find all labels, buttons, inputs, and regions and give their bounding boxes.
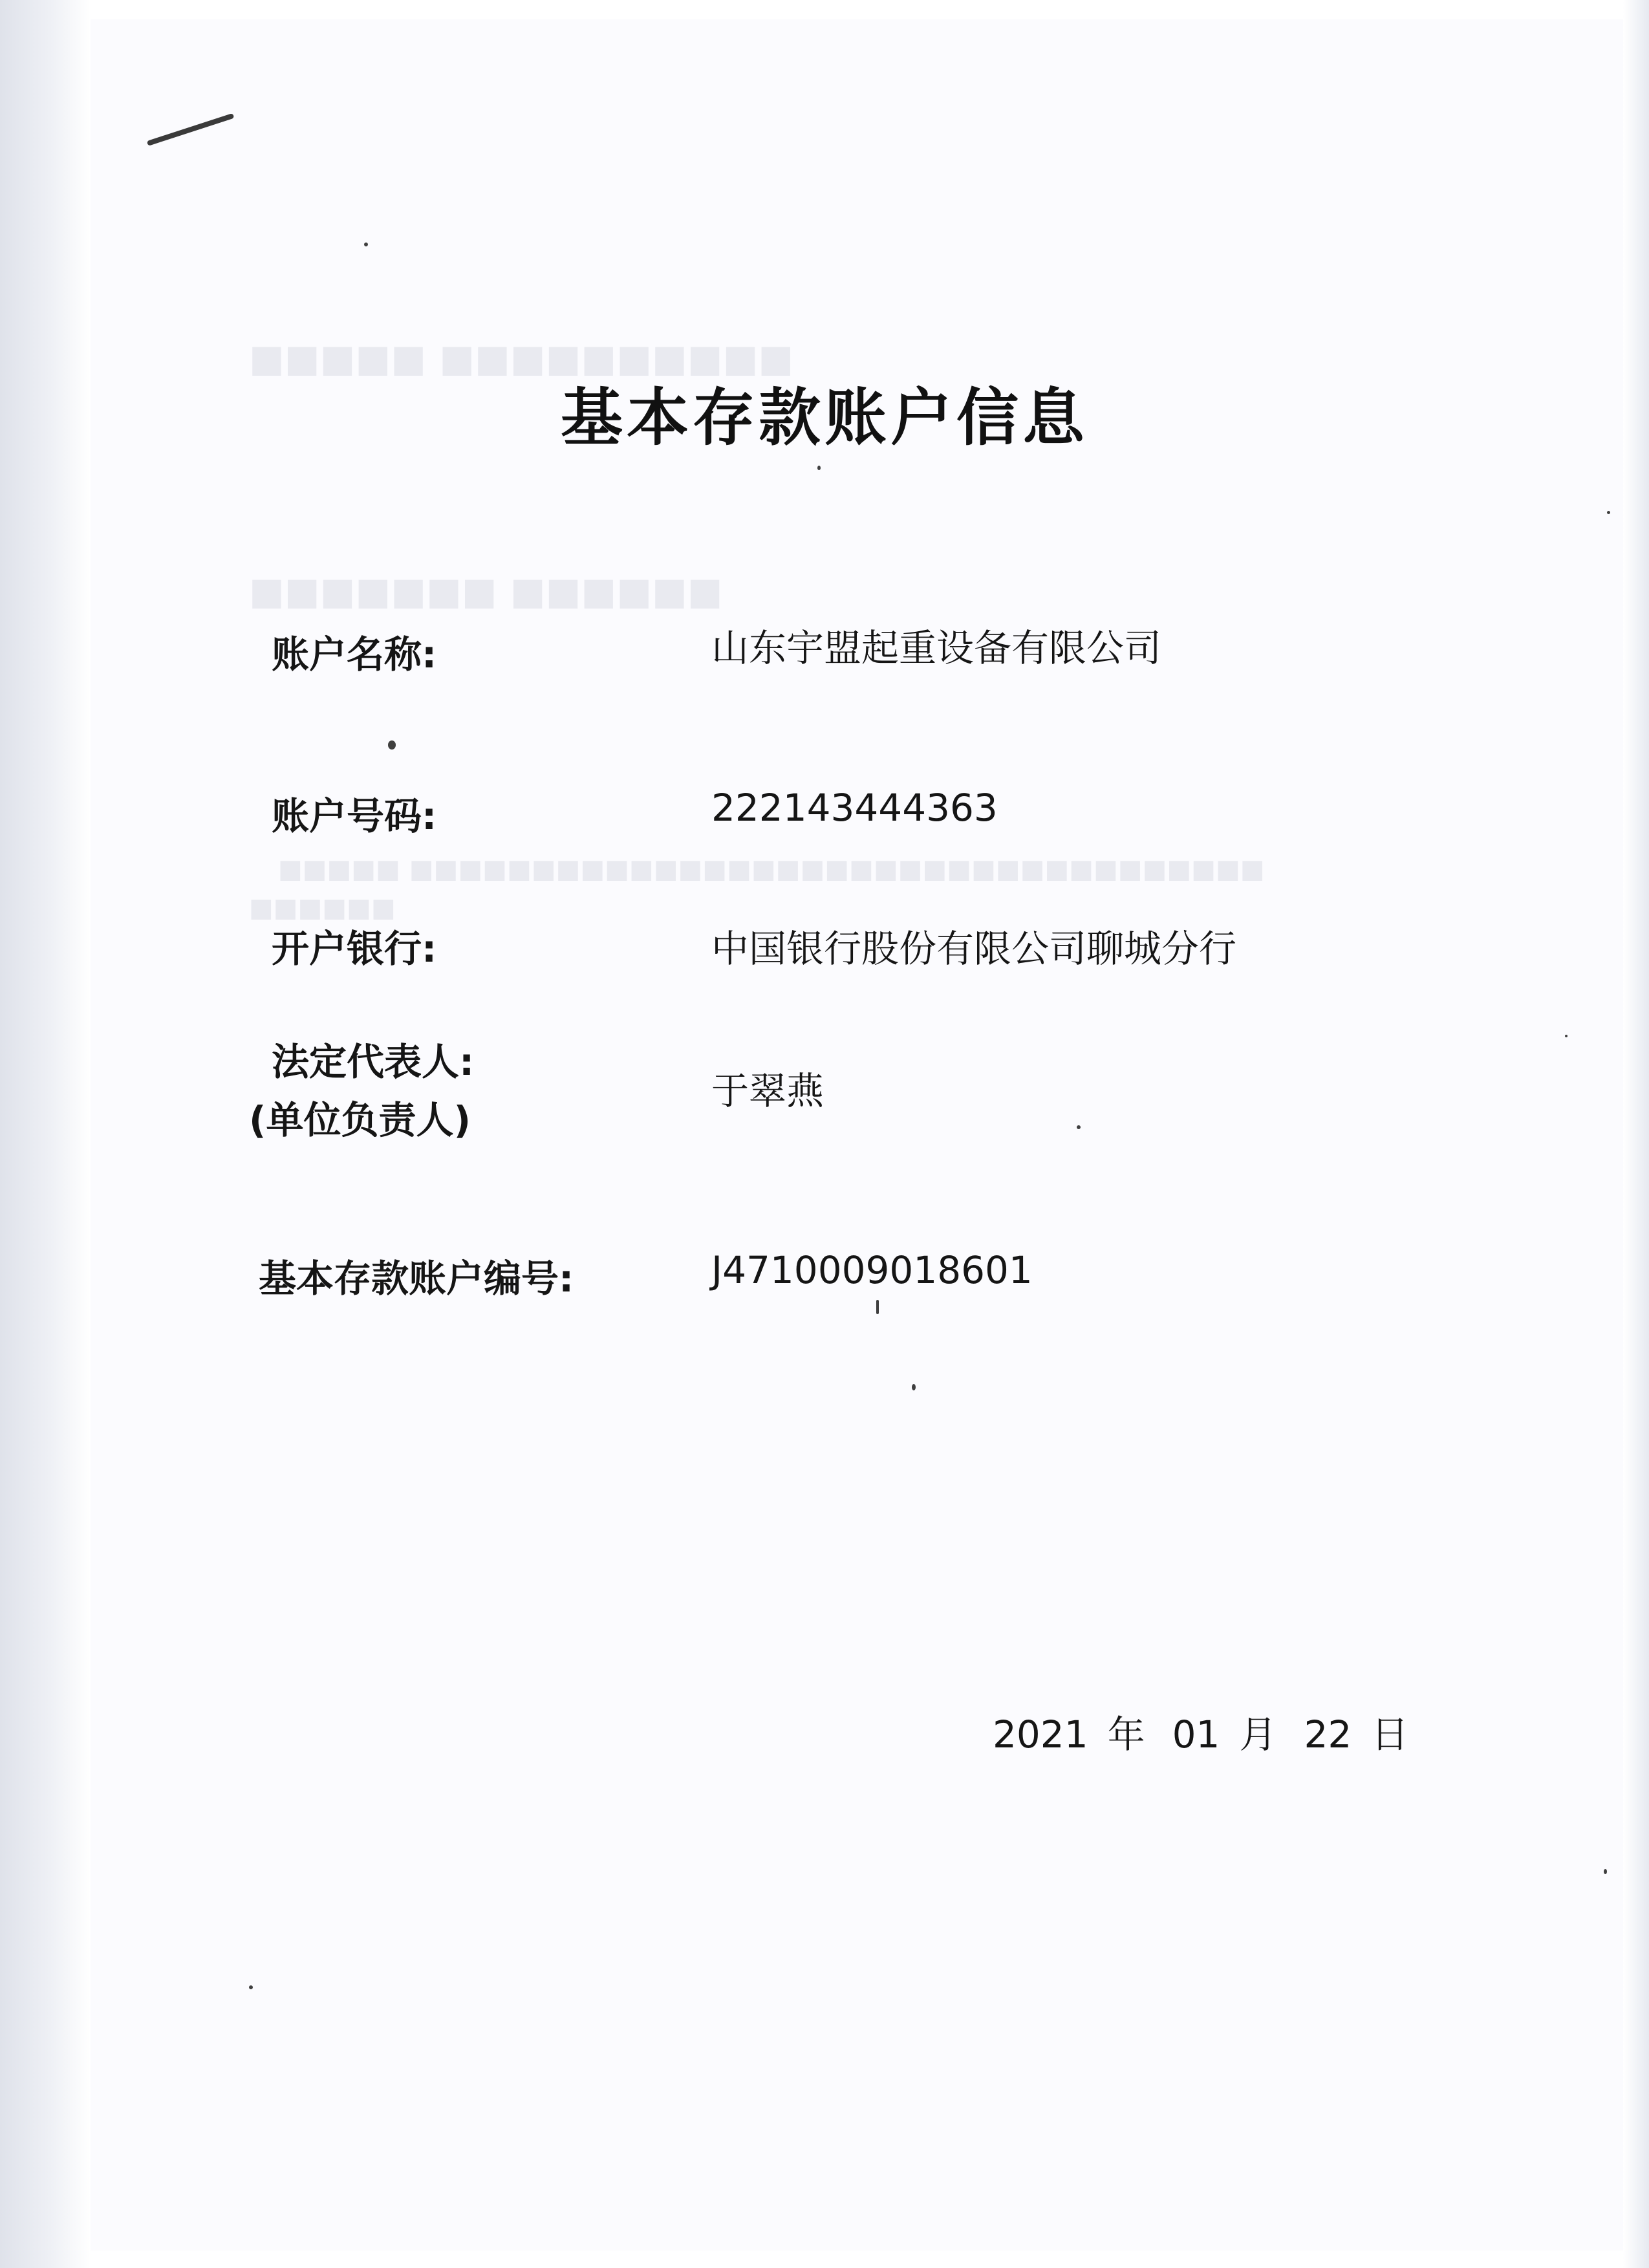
account-number-label: 账户号码: (272, 794, 437, 838)
page-title: 基本存款账户信息 (561, 382, 1088, 454)
basic-account-number-label: 基本存款账户编号: (259, 1257, 574, 1301)
date-month: 01 (1172, 1712, 1220, 1756)
account-number-value: 222143444363 (711, 786, 998, 830)
bleed-through-text: ■■■■■■■ ■■■■■■ (249, 569, 723, 613)
scan-speck (1604, 1869, 1607, 1874)
scan-speck (912, 1384, 916, 1390)
scan-speck (876, 1300, 879, 1314)
legal-rep-sublabel: (单位负责人) (249, 1098, 471, 1142)
account-name-label: 账户名称: (272, 632, 437, 676)
bleed-through-text: ■■■■■ ■■■■■■■■■■■■■■■■■■■■■■■■■■■■■■■■■■■ (278, 854, 1265, 884)
bleed-through-text: ■■■■■■ (249, 892, 396, 923)
scan-speck (1565, 1035, 1568, 1037)
date-year-unit: 年 (1107, 1712, 1145, 1756)
date-day-unit: 日 (1371, 1712, 1409, 1756)
scan-speck (388, 740, 396, 750)
scan-speck (364, 243, 368, 246)
date-month-unit: 月 (1239, 1712, 1277, 1756)
scan-speck (249, 1985, 253, 1989)
scan-speck (1077, 1125, 1081, 1129)
scan-edge-right (1623, 0, 1649, 2268)
issue-date (993, 1704, 1436, 1758)
bleed-through-text: ■■■■■ ■■■■■■■■■■ (249, 336, 794, 380)
legal-rep-label: 法定代表人: (272, 1040, 475, 1084)
account-name-value: 山东宇盟起重设备有限公司 (711, 626, 1162, 670)
date-day: 22 (1304, 1712, 1352, 1756)
bank-label: 开户银行: (272, 927, 437, 971)
scan-speck (1607, 511, 1610, 514)
date-year: 2021 (993, 1712, 1088, 1756)
scan-speck (817, 466, 821, 470)
bank-value: 中国银行股份有限公司聊城分行 (711, 927, 1237, 971)
basic-account-number-value: J4710009018601 (711, 1248, 1033, 1292)
legal-rep-value: 于翠燕 (711, 1069, 824, 1113)
scan-edge-left (0, 0, 91, 2268)
